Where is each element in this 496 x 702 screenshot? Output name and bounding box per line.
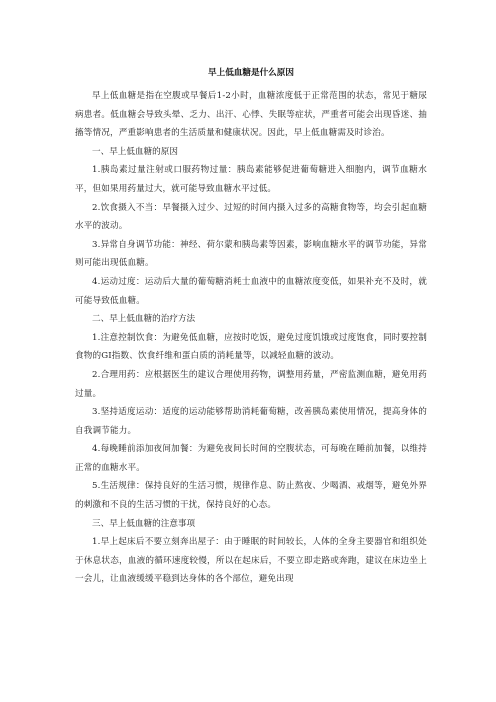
precaution-item: 1.早上起床后不要立刻奔出屋子：由于睡眠的时间较长，人体的全身主要器官和组织处于休息状态，血液的循环速度较慢，所以在起床后，不要立即走路或奔跑，建议在床边坐上一会儿，让血液缓缓平稳到达身体的各个部位，避免出现: [75, 537, 427, 585]
section-heading-precautions: 三、早上低血糖的注意事项: [92, 518, 196, 529]
cause-item: 2.饮食摄入不当：早餐摄入过少、过短的时间内摄入过多的高糖食物等，均会引起血糖水平的波动。: [75, 202, 427, 232]
cause-item: 4.运动过度：运动后大量的葡萄糖消耗士血液中的血糖浓度变低，如果补充不及时，就可能导致低血糖。: [75, 276, 427, 306]
section-heading-causes: 一、早上低血糖的原因: [92, 146, 178, 157]
document-page: [75, 66, 427, 589]
document-title: 早上低血糖是什么原因: [208, 68, 294, 78]
treatment-item: 4.每晚睡前添加夜间加餐：为避免夜间长时间的空腹状态，可每晚在睡前加餐，以维持正常的血糖水平。: [75, 444, 427, 473]
treatment-item: 3.坚持适度运动：适度的运动能够帮助消耗葡萄糖，改善胰岛素使用情况，提高身体的自我调节能力。: [75, 407, 427, 436]
treatment-item: 2.合理用药：应根据医生的建议合理使用药物，调整用药量，严密监测血糖，避免用药过量。: [75, 369, 427, 399]
cause-item: 1.胰岛素过量注射或口服药物过量：胰岛素能够促进葡萄糖进入细胞内，调节血糖水平，但如果用药量过大，就可能导致血糖水平过低。: [75, 165, 427, 194]
treatment-item: 5.生活规律：保持良好的生活习惯，规律作息、防止熬夜、少喝酒、戒烟等，避免外界的刺激和不良的生活习惯的干扰，保持良好的心态。: [75, 481, 427, 511]
cause-item: 3.异常自身调节功能：神经、荷尔蒙和胰岛素等因素，影响血糖水平的调节功能，异常则可能出现低血糖。: [75, 239, 427, 269]
intro-paragraph: 早上低血糖是指在空腹或早餐后1-2小时，血糖浓度低于正常范围的状态，常见于糖尿病患者。低血糖会导致头晕、乏力、出汗、心悸、失眠等症状，严重者可能会出现昏迷、抽搐等情况，严重影响患者的生活质量和健康状况。因此，早上低血糖需及时诊治。: [75, 91, 427, 139]
treatment-item: 1.注意控制饮食：为避免低血糖，应按时吃饭，避免过度饥饿或过度饱食，同时要控制食物的GI指数、饮食纤维和蛋白质的消耗量等，以减轻血糖的波动。: [75, 332, 427, 362]
section-heading-treatment: 二、早上低血糖的治疗方法: [92, 314, 196, 325]
